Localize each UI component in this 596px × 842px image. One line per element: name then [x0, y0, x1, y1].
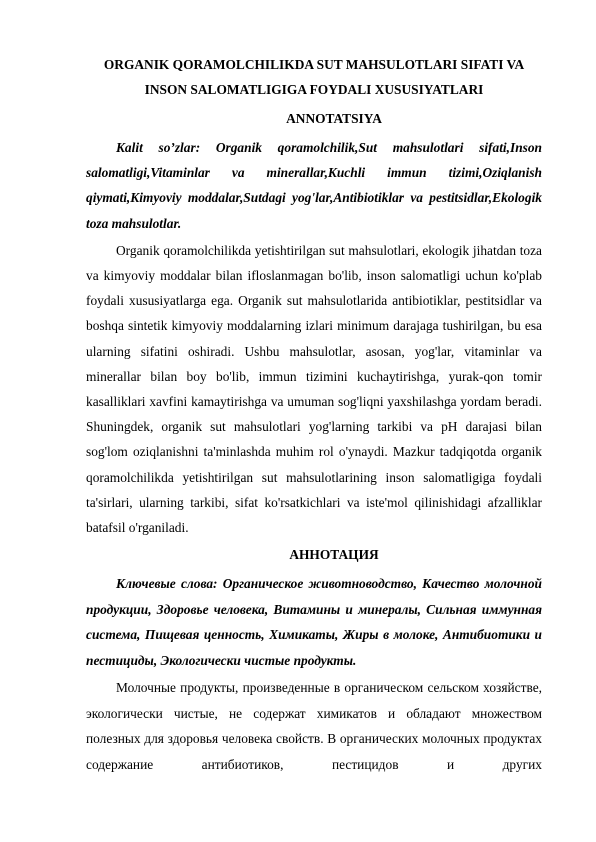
document-title-line-2: INSON SALOMATLIGIGA FOYDALI XUSUSIYATLARI: [144, 82, 484, 97]
abstract-ru: Молочные продукты, произведенные в органическом сельском хозяйстве, экологически чистые, не содержат химикатов и обладают множеством полезных для здоровья человека свойств. В органических молочных продуктах содержание антибиотиков, пестицидов и других: [86, 680, 542, 772]
annotation-heading-uz: ANNOTATSIYA: [286, 111, 382, 126]
annotation-heading-ru: АННОТАЦИЯ: [289, 547, 379, 563]
document-page: [86, 52, 542, 777]
document-title-line-1: ORGANIK QORAMOLCHILIKDA SUT MAHSULOTLARI SIFATI VA: [103, 57, 525, 72]
keywords-uz: Kalit so’zlar: Organik qoramolchilik,Sut mahsulotlari sifati,Inson salomatligi,Vitaminlar va minerallar,Kuchli immun tizimi,Oziqlanish qiymati,Kimyoviy moddalar,Sutdagi yog'lar,Antibiotiklar va pestitsidlar,Ekologik toza mahsulotlar.: [86, 140, 542, 231]
abstract-uz: Organik qoramolchilikda yetishtirilgan sut mahsulotlari, ekologik jihatdan toza va kimyoviy moddalar bilan ifloslanmagan bo'lib, inson salomatligi uchun ko'plab foydali xususiyatlarga ega. Organik sut mahsulotlarida antibiotiklar, pestitsidlar va boshqa sintetik kimyoviy moddalarning izlari minimum darajaga tushirilgan, bu esa ularning sifatini oshiradi. Ushbu mahsulotlar, asosan, yog'lar, vitaminlar va minerallar bilan boy bo'lib, immun tizimini kuchaytirishga, yurak-qon tomir kasalliklari xavfini kamaytirishga va umuman sog'liqni yaxshilashga yordam beradi. Shuningdek, organik sut mahsulotlari yog'larning tarkibi va pH darajasi bilan sog'lom oziqlanishni ta'minlashda muhim rol o'ynaydi. Mazkur tadqiqotda organik qoramolchilikda yetishtirilgan sut mahsulotlarining inson salomatligiga foydali ta'sirlari, ularning tarkibi, sifat ko'rsatkichlari va iste'mol qilinishidagi afzalliklar batafsil o'rganiladi.: [86, 242, 542, 536]
keywords-ru: Ключевые слова: Органическое животноводство, Качество молочной продукции, Здоровье человека, Витамины и минералы, Сильная иммунная система, Пищевая ценность, Химикаты, Жиры в молоке, Антибиотики и пестициды, Экологически чистые продукты.: [86, 576, 542, 668]
